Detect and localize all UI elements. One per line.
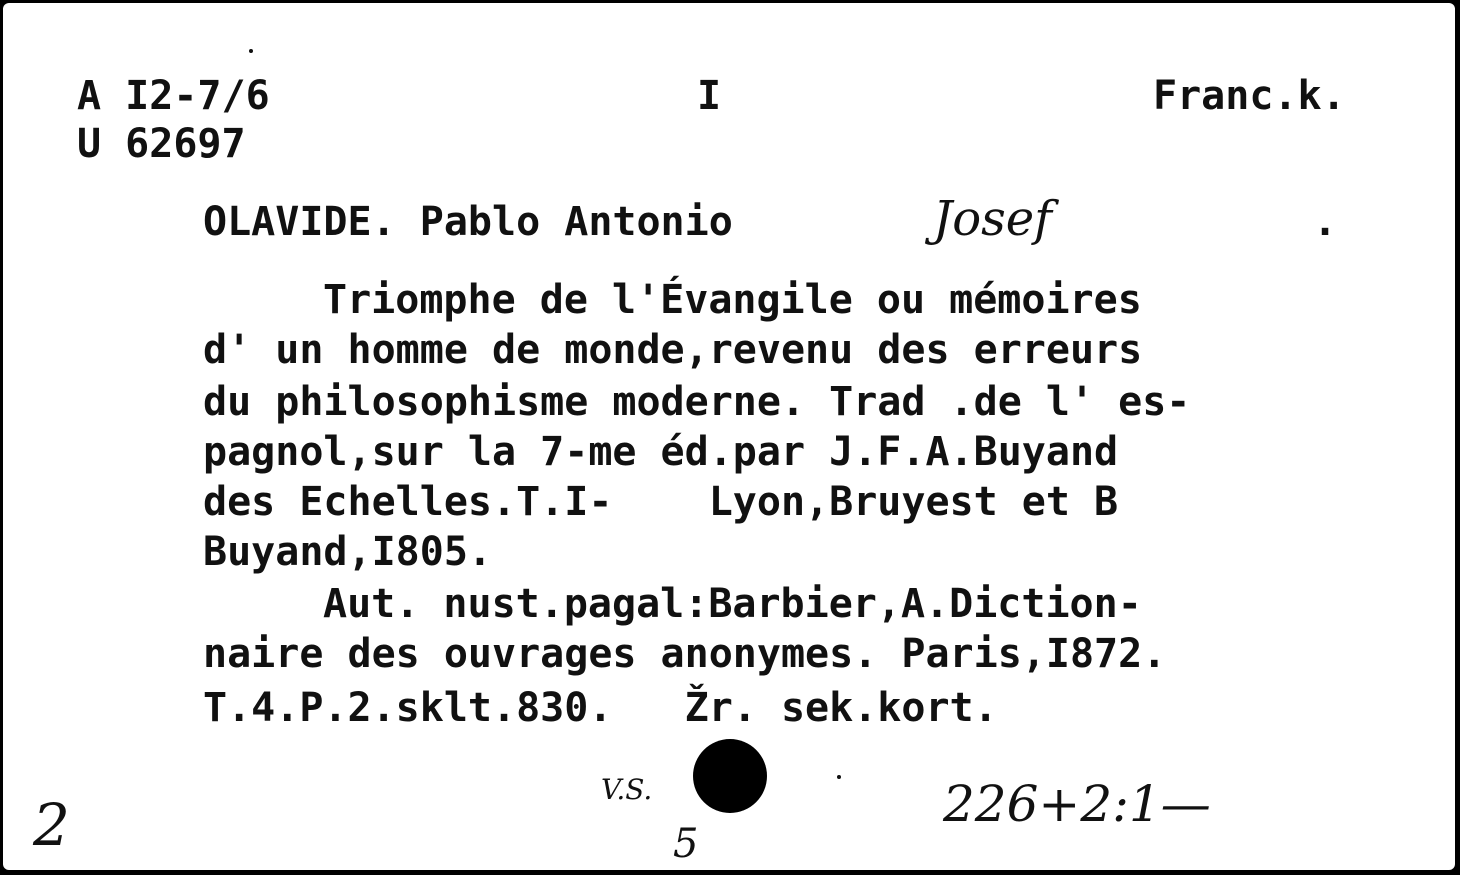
copy-number: 5 <box>673 821 699 867</box>
body-line-3: du philosophisme moderne. Trad .de l' es- <box>203 379 1191 425</box>
author-name: OLAVIDE. Pablo Antonio <box>203 199 733 245</box>
shelf-mark: A I2-7/6 <box>77 73 270 119</box>
author-handwritten-name: Josef <box>933 191 1052 247</box>
call-code: 226+2:1— <box>943 775 1211 833</box>
body-line-5: des Echelles.T.I- Lyon,Bruyest et B <box>203 479 1119 525</box>
author-end-mark: . <box>1313 199 1338 245</box>
body-line-9: T.4.P.2.sklt.830. Žr. sek.kort. <box>203 685 998 731</box>
stray-mark <box>249 49 253 53</box>
language-label: Franc.k. <box>1153 73 1346 119</box>
body-line-4: pagnol,sur la 7-me éd.par J.F.A.Buyand <box>203 429 1119 475</box>
stray-mark <box>837 775 841 779</box>
body-line-7: Aut. nust.pagal:Barbier,A.Diction- <box>323 581 1142 627</box>
punch-hole-dot <box>693 739 767 813</box>
inventory-number: U 62697 <box>77 121 246 167</box>
body-line-2: d' un homme de monde,revenu des erreurs <box>203 327 1143 373</box>
body-line-8: naire des ouvrages anonymes. Paris,I872. <box>203 631 1167 677</box>
body-line-1: Triomphe de l'Évangile ou mémoires <box>323 277 1142 323</box>
body-line-6: Buyand,I805. <box>203 529 492 575</box>
volume-number: I <box>697 73 722 119</box>
initials: V.S. <box>601 773 653 806</box>
left-number: 2 <box>33 791 70 859</box>
catalog-card <box>3 3 1455 870</box>
